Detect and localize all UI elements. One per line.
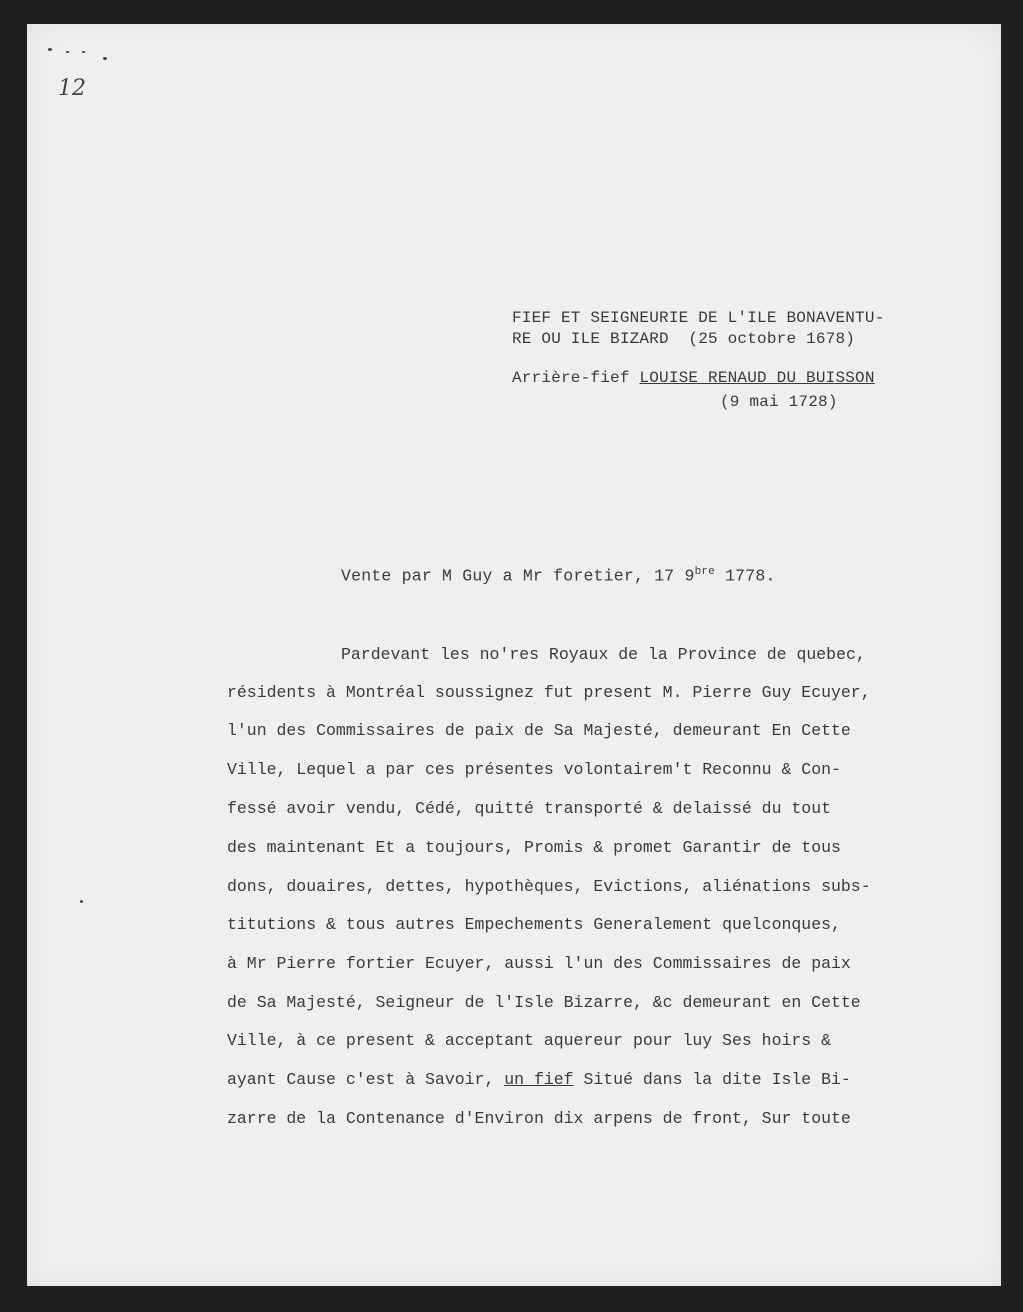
body-line-11: Ville, à ce present & acceptant aquereur pour luy Ses hoirs &	[227, 1031, 831, 1050]
body-line-12-prefix: ayant Cause c'est à Savoir,	[227, 1070, 505, 1089]
body-line-12-suffix: Situé dans la dite Isle Bi-	[573, 1070, 851, 1089]
heading-line-1: FIEF ET SEIGNEURIE DE L'ILE BONAVENTU-	[512, 309, 885, 327]
heading-underlined-name: LOUISE RENAUD DU BUISSON	[639, 369, 875, 387]
body-line-7: dons, douaires, dettes, hypothèques, Evictions, aliénations subs-	[227, 877, 871, 896]
body-line-6: des maintenant Et a toujours, Promis & promet Garantir de tous	[227, 838, 841, 857]
ink-mark	[103, 57, 107, 60]
sale-title	[341, 566, 776, 586]
heading-line-2: RE OU ILE BIZARD (25 octobre 1678)	[512, 330, 856, 348]
sale-title-text: Vente par M Guy a Mr foretier, 17 9	[341, 566, 695, 586]
ink-mark	[80, 900, 83, 903]
heading-line-3	[512, 368, 875, 389]
heading-line-4: (9 mai 1728)	[720, 393, 838, 411]
heading-line-3-prefix: Arrière-fief	[512, 369, 640, 387]
sale-title-superscript: bre	[694, 566, 715, 578]
body-line-12	[227, 1070, 851, 1089]
ink-mark	[48, 48, 52, 51]
body-line-8: titutions & tous autres Empechements Generalement quelconques,	[227, 915, 841, 934]
body-line-3: l'un des Commissaires de paix de Sa Majesté, demeurant En Cette	[227, 721, 851, 740]
body-line-13: zarre de la Contenance d'Environ dix arpens de front, Sur toute	[227, 1109, 851, 1128]
body-line-9: à Mr Pierre fortier Ecuyer, aussi l'un des Commissaires de paix	[227, 954, 851, 973]
body-line-10: de Sa Majesté, Seigneur de l'Isle Bizarre, &c demeurant en Cette	[227, 993, 861, 1012]
page-number: 12	[58, 76, 86, 101]
underlined-fief: un fief	[504, 1070, 574, 1089]
body-line-2: résidents à Montréal soussignez fut present M. Pierre Guy Ecuyer,	[227, 683, 871, 702]
sale-title-suffix: 1778.	[714, 566, 776, 586]
body-line-4: Ville, Lequel a par ces présentes volontairem't Reconnu & Con-	[227, 760, 841, 779]
ink-mark	[66, 51, 69, 53]
body-line-1: Pardevant les no'res Royaux de la Province de quebec,	[341, 645, 866, 664]
ink-mark	[82, 51, 85, 53]
body-line-5: fessé avoir vendu, Cédé, quitté transporté & delaissé du tout	[227, 799, 831, 818]
